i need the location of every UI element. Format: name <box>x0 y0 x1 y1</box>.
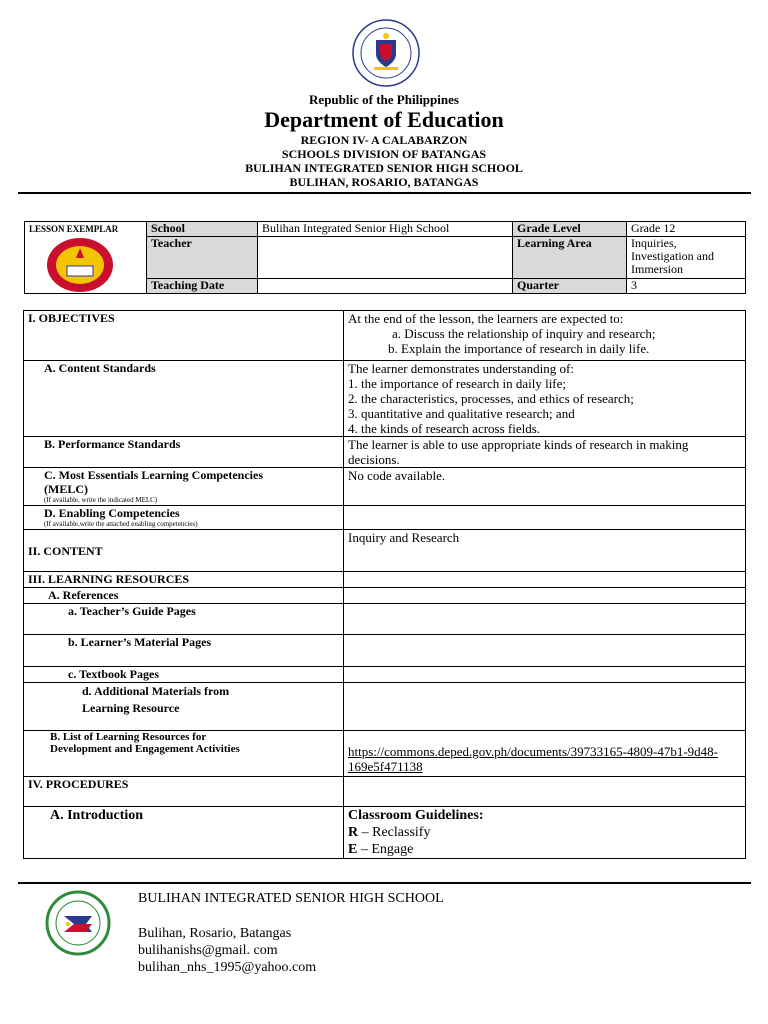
guideline-text: – Engage <box>357 842 414 857</box>
objective-a: a. Discuss the relationship of inquiry and research; <box>392 326 656 341</box>
enabling-value <box>344 506 746 530</box>
additional-label-2: Learning Resource <box>82 701 180 715</box>
textbook-value <box>344 667 746 683</box>
enabling-note: (If available,write the attached enabling competencies) <box>44 520 198 528</box>
additional-label-1: d. Additional Materials from <box>82 684 230 698</box>
grade-label: Grade Level <box>513 222 627 237</box>
melc-label-cell <box>24 468 344 506</box>
footer-email-1[interactable]: bulihanishs@gmail. com <box>138 943 278 958</box>
procedures-label: IV. PROCEDURES <box>24 777 344 807</box>
date-label: Teaching Date <box>147 279 258 294</box>
area-value <box>627 237 746 279</box>
resource-link[interactable] <box>348 744 718 774</box>
header-divider <box>18 192 751 194</box>
area-value-line-2: Investigation and <box>631 249 714 263</box>
footer-divider <box>18 882 751 884</box>
guideline-r <box>348 824 741 841</box>
footer-address: Bulihan, Rosario, Batangas <box>138 926 292 941</box>
resources-value <box>344 572 746 588</box>
introduction-label: A. Introduction <box>24 807 344 859</box>
lesson-info-table <box>24 221 746 294</box>
learners-material-value <box>344 635 746 667</box>
teacher-label: Teacher <box>147 237 258 279</box>
date-value <box>258 279 513 294</box>
references-label: A. References <box>24 588 344 604</box>
objectives-intro: At the end of the lesson, the learners are expected to: <box>348 311 624 326</box>
textbook-label: c. Textbook Pages <box>24 667 344 683</box>
footer-school: BULIHAN INTEGRATED SENIOR HIGH SCHOOL <box>138 891 444 906</box>
cs-line: The learner demonstrates understanding of: <box>348 361 574 376</box>
header-division: SCHOOLS DIVISION OF BATANGAS <box>281 147 487 161</box>
melc-value: No code available. <box>344 468 746 506</box>
list-label-2: Development and Engagement Activities <box>50 743 240 755</box>
additional-materials-cell <box>24 683 344 731</box>
cs-line: 1. the importance of research in daily life; <box>348 376 567 391</box>
resource-link-cell <box>344 731 746 777</box>
lesson-exemplar-cell <box>25 222 147 294</box>
cs-line: 4. the kinds of research across fields. <box>348 421 541 436</box>
performance-standards-value: The learner is able to use appropriate kinds of research in making decisions. <box>344 437 746 468</box>
guideline-e <box>348 841 741 858</box>
teacher-value <box>258 237 513 279</box>
additional-materials-value <box>344 683 746 731</box>
lesson-plan-table <box>23 310 746 859</box>
list-resources-cell <box>24 731 344 777</box>
quarter-label: Quarter <box>513 279 627 294</box>
resources-label: III. LEARNING RESOURCES <box>24 572 344 588</box>
content-standards-label: A. Content Standards <box>24 361 344 437</box>
content-standards-cell <box>344 361 746 437</box>
procedures-value <box>344 777 746 807</box>
school-logo <box>42 890 114 956</box>
resource-link-part-2[interactable]: 169e5f471138 <box>348 759 423 774</box>
school-label: School <box>147 222 258 237</box>
quarter-value: 3 <box>627 279 746 294</box>
objectives-cell <box>344 311 746 361</box>
header-school: BULIHAN INTEGRATED SENIOR HIGH SCHOOL <box>245 161 523 175</box>
references-value <box>344 588 746 604</box>
division-logo <box>45 236 115 298</box>
melc-note: (If available, write the indicated MELC) <box>44 496 158 504</box>
teachers-guide-value <box>344 604 746 635</box>
enabling-label-cell <box>24 506 344 530</box>
grade-value: Grade 12 <box>627 222 746 237</box>
list-label-1: B. List of Learning Resources for <box>50 731 207 743</box>
school-value: Bulihan Integrated Senior High School <box>258 222 513 237</box>
footer-email-2[interactable]: bulihan_nhs_1995@yahoo.com <box>138 960 317 975</box>
enabling-label: D. Enabling Competencies <box>44 506 180 520</box>
guideline-letter: R <box>348 825 359 840</box>
learners-material-label: b. Learner’s Material Pages <box>24 635 344 667</box>
objective-b: b. Explain the importance of research in daily life. <box>388 341 650 356</box>
guideline-letter: E <box>348 842 358 857</box>
content-value: Inquiry and Research <box>344 530 746 572</box>
header-republic: Republic of the Philippines <box>309 92 459 107</box>
area-label: Learning Area <box>513 237 627 279</box>
resource-link-part-1[interactable]: https://commons.deped.gov.ph/documents/39733165-4809-47b1-9d48- <box>348 744 718 759</box>
content-label: II. CONTENT <box>24 530 344 572</box>
melc-label: C. Most Essentials Learning Competencies <box>44 468 263 482</box>
lesson-exemplar-label: LESSON EXEMPLAR <box>29 224 119 234</box>
header-department: Department of Education <box>264 107 504 132</box>
performance-standards-label: B. Performance Standards <box>24 437 344 468</box>
header-address: BULIHAN, ROSARIO, BATANGAS <box>289 175 479 189</box>
area-value-line-1: Inquiries, <box>631 236 677 250</box>
melc-label-2: (MELC) <box>44 482 88 496</box>
teachers-guide-label: a. Teacher’s Guide Pages <box>24 604 344 635</box>
cs-line: 2. the characteristics, processes, and ethics of research; <box>348 391 634 406</box>
header-region: REGION IV- A CALABARZON <box>300 133 468 147</box>
cs-line: 3. quantitative and qualitative research; and <box>348 406 575 421</box>
guideline-text: – Reclassify <box>358 825 431 840</box>
area-value-line-3: Immersion <box>631 262 683 276</box>
objectives-label: I. OBJECTIVES <box>24 311 344 361</box>
guidelines-title: Classroom Guidelines: <box>348 808 484 823</box>
introduction-cell <box>344 807 746 859</box>
deped-seal <box>349 18 423 88</box>
